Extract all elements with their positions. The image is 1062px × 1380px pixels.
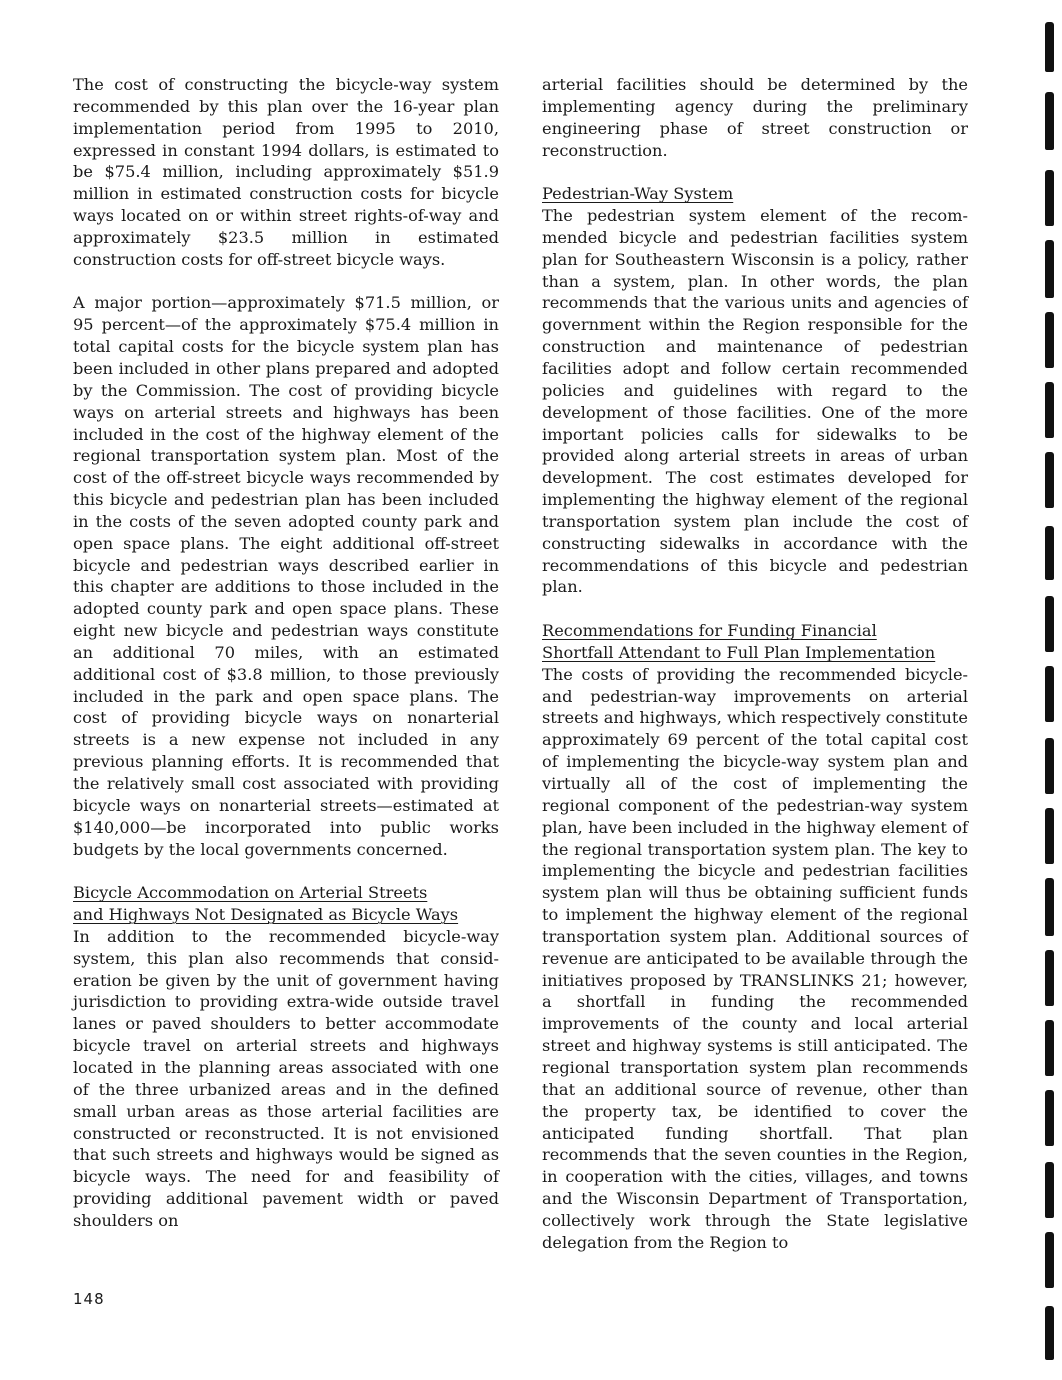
binding-mark <box>1045 1162 1054 1218</box>
pedestrian-way-paragraph: The pedestrian system element of the recommended bicycle and pedestrian facilities system plan for Southeastern Wisconsin is a policy, rather than a system, plan. In other words, the plan recommends that the various units and agencies of government within the Region responsible for the construction and maintenance of pedestrian facilities adopt and follow certain recommended policies and guidelines with regard to the development of those facilities. One of the more important policies calls for sidewalks to be provided along arterial streets in areas of urban development. The cost estimates developed for implementing the highway element of the regional transportation system plan include the cost of constructing sidewalks in accordance with the recommendations of this bicycle and pedestrian plan. <box>542 206 968 597</box>
page-number: 148 <box>73 1290 105 1308</box>
binding-mark <box>1045 312 1054 368</box>
binding-mark <box>1045 382 1054 438</box>
binding-mark <box>1045 452 1054 508</box>
binding-mark <box>1045 738 1054 794</box>
funding-shortfall-paragraph: The costs of providing the recommended bicycle- and pedestrian-way improvements on arterial streets and highways, which respectively constitute approximately 69 percent of the total capital cost of implementing the bicycle-way system plan and virtually all of the cost of implementing the regional component of the pedestrian-way system plan, have been included in the highway element of the regional transportation system plan. The key to implementing the bicycle and pedestrian facilities system plan will thus be obtaining sufficient funds to implement the highway element of the regional transportation system plan. Additional sources of revenue are anticipated to be available through the initiatives proposed by TRANSLINKS 21; however, a shortfall in funding the recommended improvements of the county and local arterial street and highway systems is still anticipated. The regional transportation system plan recommends that an additional source of revenue, other than the property tax, be identified to cover the anticipated funding shortfall. That plan recommends that the seven counties in the Region, in cooperation with the cities, villages, and towns and the Wisconsin Department of Transportation, collectively work through the State legislative delegation from the Region to <box>542 664 968 1252</box>
continuation-paragraph: arterial facilities should be determined by the implementing agency during the preliminary engineering phase of street construction or reconstruction. <box>542 75 968 160</box>
heading-line: Shortfall Attendant to Full Plan Implementation <box>542 642 936 662</box>
binding-mark <box>1045 526 1054 580</box>
heading-line: Recommendations for Funding Financial <box>542 621 877 641</box>
pedestrian-way-heading <box>542 183 968 205</box>
arterial-accommodation-paragraph: In addition to the recommended bicycle-way system, this plan also recommends that consideration be given by the unit of government having jurisdiction to providing extra-wide outside travel lanes or paved shoulders to better accommodate bicycle travel on arterial streets and highways located in the planning areas associated with one of the three urbanized areas and in the defined small urban areas as those arterial facilities are constructed or reconstructed. It is not envisioned that such streets and highways would be signed as bicycle ways. The need for and feasibility of providing additional pavement width or paved shoulders on <box>73 926 499 1230</box>
binding-mark <box>1045 1306 1054 1360</box>
funding-portion-paragraph: A major portion—approximately $71.5 million, or 95 percent—of the approximately $75.4 million in total capital costs for the bicycle system plan has been included in other plans prepared and adopted by the Commission. The cost of providing bicycle ways on arterial streets and highways has been included in the cost of the highway element of the regional transportation system plan. Most of the cost of the off-street bicycle ways recommended by this bicycle and pedestrian plan has been included in the costs of the seven adopted county park and open space plans. The eight additional off-street bicycle and pedestrian ways described earlier in this chapter are additions to those included in the adopted county park and open space plans. These eight new bicycle and pedestrian ways constitute an additional 70 miles, with an estimated additional cost of $3.8 million, to those previously included in the park and open space plans. The cost of providing bicycle ways on nonarterial streets is a new expense not included in any previous planning efforts. It is recommended that the relatively small cost associated with providing bicycle ways on nonarterial streets—estimated at $140,000—be incorporated into public works budgets by the local governments concerned. <box>73 293 499 859</box>
heading-line: Pedestrian-Way System <box>542 184 734 204</box>
binding-mark <box>1045 666 1054 722</box>
binding-mark <box>1045 1232 1054 1288</box>
binding-mark <box>1045 950 1054 1006</box>
right-column <box>542 74 968 1275</box>
heading-line: and Highways Not Designated as Bicycle Ways <box>73 905 459 925</box>
binding-mark <box>1045 878 1054 936</box>
binding-mark <box>1045 1090 1054 1146</box>
heading-line: Bicycle Accommodation on Arterial Streets <box>73 883 428 903</box>
cost-paragraph: The cost of constructing the bicycle-way system recommended by this plan over the 16-year plan implementation period from 1995 to 2010, expressed in constant 1994 dollars, is estimated to be $75.4 million, including approximately $51.9 million in estimated construction costs for bicycle ways located on or within street rights-of-way and approximately $23.5 million in estimated construction costs for off-street bicycle ways. <box>73 75 499 269</box>
binding-mark <box>1045 92 1054 150</box>
binding-mark <box>1045 22 1054 72</box>
binding-mark <box>1045 1020 1054 1076</box>
binding-mark <box>1045 170 1054 226</box>
funding-shortfall-heading <box>542 620 968 664</box>
arterial-accommodation-heading <box>73 882 499 926</box>
binding-mark <box>1045 240 1054 298</box>
binding-mark <box>1045 808 1054 864</box>
left-column <box>73 74 499 1254</box>
binding-mark <box>1045 596 1054 652</box>
